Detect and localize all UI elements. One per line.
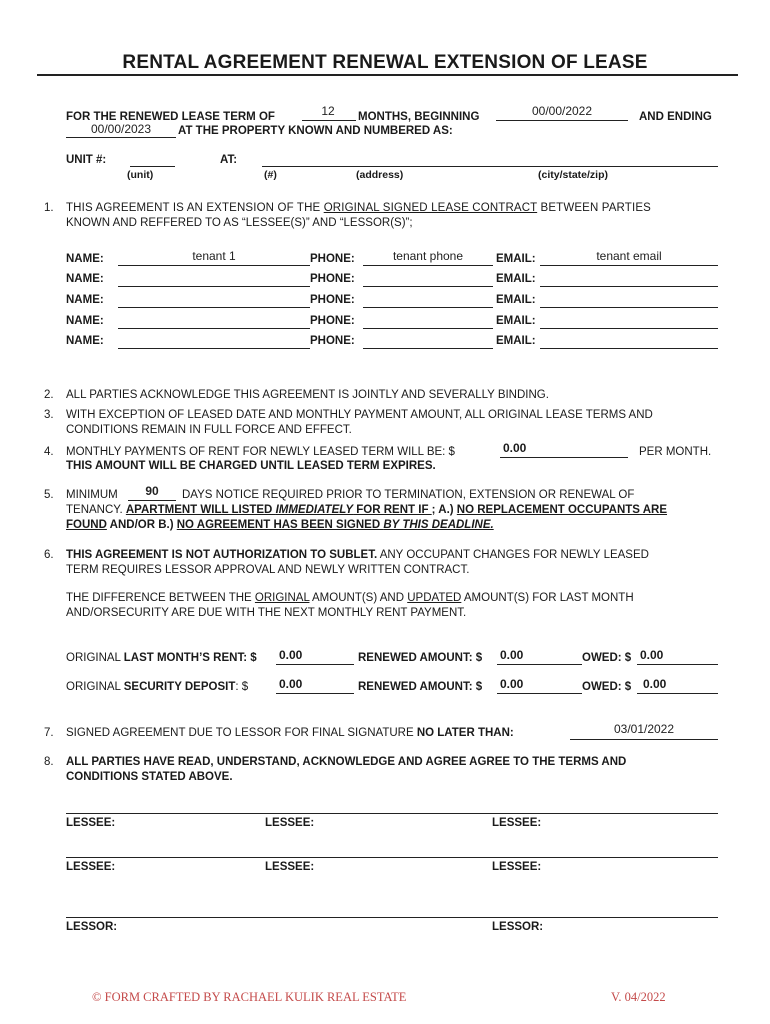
last-month-renewed-line bbox=[497, 664, 582, 665]
monthly-rent-line bbox=[500, 457, 628, 458]
party-email[interactable]: tenant email bbox=[596, 249, 662, 263]
lessee-signature-label: LESSEE: bbox=[66, 861, 116, 873]
item7-text: SIGNED AGREEMENT DUE TO LESSOR FOR FINAL SIGNATURE NO LATER THAN: bbox=[66, 727, 514, 739]
email-line bbox=[540, 328, 718, 329]
notice-days-line bbox=[128, 500, 176, 501]
footer-version: V. 04/2022 bbox=[611, 990, 666, 1004]
difference-line1: THE DIFFERENCE BETWEEN THE ORIGINAL AMOUNT(S) AND UPDATED AMOUNT(S) FOR LAST MONTH bbox=[66, 592, 634, 604]
name-label: NAME: bbox=[66, 294, 104, 306]
caption-address: (address) bbox=[356, 169, 404, 181]
name-label: NAME: bbox=[66, 335, 104, 347]
months-line bbox=[302, 120, 356, 121]
signature-line-lessors[interactable] bbox=[66, 917, 718, 918]
party-name[interactable]: tenant 1 bbox=[192, 249, 236, 263]
difference-line2: AND/ORSECURITY ARE DUE WITH THE NEXT MONTHLY RENT PAYMENT. bbox=[66, 607, 467, 619]
item7-number: 7. bbox=[44, 727, 54, 739]
phone-line bbox=[363, 286, 493, 287]
begin-date-line bbox=[496, 120, 628, 121]
lessee-signature-label: LESSEE: bbox=[492, 817, 542, 829]
item6-line2: TERM REQUIRES LESSOR APPROVAL AND NEWLY WRITTEN CONTRACT. bbox=[66, 564, 470, 576]
property-label: AT THE PROPERTY KNOWN AND NUMBERED AS: bbox=[178, 125, 453, 137]
name-line bbox=[118, 348, 310, 349]
name-line bbox=[118, 328, 310, 329]
and-ending-label: AND ENDING bbox=[639, 111, 712, 123]
caption-unit: (unit) bbox=[127, 169, 154, 181]
item3-line1: WITH EXCEPTION OF LEASED DATE AND MONTHLY PAYMENT AMOUNT, ALL ORIGINAL LEASE TERMS AND bbox=[66, 409, 653, 421]
phone-label: PHONE: bbox=[310, 253, 355, 265]
title-rule bbox=[37, 74, 738, 76]
signature-line-lessees-2[interactable] bbox=[66, 857, 718, 858]
security-deposit-label: ORIGINAL SECURITY DEPOSIT: $ bbox=[66, 681, 249, 693]
item3-number: 3. bbox=[44, 409, 54, 421]
item1-line1: THIS AGREEMENT IS AN EXTENSION OF THE ORIGINAL SIGNED LEASE CONTRACT BETWEEN PARTIES bbox=[66, 202, 651, 214]
address-line[interactable] bbox=[262, 166, 718, 167]
phone-line bbox=[363, 328, 493, 329]
page-title: RENTAL AGREEMENT RENEWAL EXTENSION OF LEASE bbox=[122, 52, 648, 73]
item4-line2: THIS AMOUNT WILL BE CHARGED UNTIL LEASED TERM EXPIRES. bbox=[66, 460, 436, 472]
security-original-line bbox=[276, 693, 354, 694]
item2-number: 2. bbox=[44, 389, 54, 401]
deadline-date-field[interactable]: 03/01/2022 bbox=[613, 722, 675, 736]
security-owed-label: OWED: $ bbox=[582, 681, 632, 693]
lessee-signature-label: LESSEE: bbox=[66, 817, 116, 829]
phone-label: PHONE: bbox=[310, 315, 355, 327]
name-label: NAME: bbox=[66, 315, 104, 327]
email-line bbox=[540, 265, 718, 266]
minimum-label: MINIMUM bbox=[66, 489, 118, 501]
item8-line2: CONDITIONS STATED ABOVE. bbox=[66, 771, 233, 783]
lessor-signature-label: LESSOR: bbox=[492, 921, 544, 933]
item3-line2: CONDITIONS REMAIN IN FULL FORCE AND EFFECT. bbox=[66, 424, 352, 436]
last-owed-label: OWED: $ bbox=[582, 652, 632, 664]
phone-line bbox=[363, 348, 493, 349]
last-renewed-label: RENEWED AMOUNT: $ bbox=[358, 652, 483, 664]
months-field[interactable]: 12 bbox=[321, 104, 335, 118]
email-line bbox=[540, 286, 718, 287]
item4-number: 4. bbox=[44, 446, 54, 458]
last-month-owed-line bbox=[637, 664, 718, 665]
item2-text: ALL PARTIES ACKNOWLEDGE THIS AGREEMENT IS JOINTLY AND SEVERALLY BINDING. bbox=[66, 389, 549, 401]
item5-line3: FOUND AND/OR B.) NO AGREEMENT HAS BEEN SIGNED BY THIS DEADLINE. bbox=[66, 519, 494, 531]
email-line bbox=[540, 348, 718, 349]
last-month-original[interactable]: 0.00 bbox=[279, 648, 303, 662]
item8-number: 8. bbox=[44, 756, 54, 768]
security-owed-line bbox=[637, 693, 718, 694]
notice-days-field[interactable]: 90 bbox=[145, 484, 159, 498]
item4-line1: MONTHLY PAYMENTS OF RENT FOR NEWLY LEASED TERM WILL BE: $ bbox=[66, 446, 455, 458]
monthly-rent-amount[interactable]: 0.00 bbox=[503, 441, 527, 455]
last-month-label: ORIGINAL LAST MONTH’S RENT: $ bbox=[66, 652, 257, 664]
security-renewed-label: RENEWED AMOUNT: $ bbox=[358, 681, 483, 693]
footer-credit: © FORM CRAFTED BY RACHAEL KULIK REAL ESTATE bbox=[92, 990, 407, 1004]
item1-number: 1. bbox=[44, 202, 54, 214]
at-label: AT: bbox=[220, 154, 238, 166]
per-month-label: PER MONTH. bbox=[639, 446, 712, 458]
end-date-line bbox=[66, 137, 176, 138]
lessee-signature-label: LESSEE: bbox=[265, 817, 315, 829]
last-month-original-line bbox=[276, 664, 354, 665]
phone-label: PHONE: bbox=[310, 294, 355, 306]
phone-label: PHONE: bbox=[310, 335, 355, 347]
signature-line-lessees-1[interactable] bbox=[66, 813, 718, 814]
months-label: MONTHS, BEGINNING bbox=[358, 111, 480, 123]
phone-line bbox=[363, 307, 493, 308]
party-phone[interactable]: tenant phone bbox=[392, 249, 464, 263]
name-label: NAME: bbox=[66, 273, 104, 285]
caption-city: (city/state/zip) bbox=[538, 169, 609, 181]
name-label: NAME: bbox=[66, 253, 104, 265]
item6-number: 6. bbox=[44, 549, 54, 561]
email-label: EMAIL: bbox=[496, 253, 536, 265]
security-original[interactable]: 0.00 bbox=[279, 677, 303, 691]
email-line bbox=[540, 307, 718, 308]
deadline-date-line bbox=[570, 739, 718, 740]
security-renewed-line bbox=[497, 693, 582, 694]
lessor-signature-label: LESSOR: bbox=[66, 921, 118, 933]
item6-line1: THIS AGREEMENT IS NOT AUTHORIZATION TO SUBLET. ANY OCCUPANT CHANGES FOR NEWLY LEASED bbox=[66, 549, 649, 561]
email-label: EMAIL: bbox=[496, 315, 536, 327]
name-line bbox=[118, 286, 310, 287]
security-renewed[interactable]: 0.00 bbox=[500, 677, 524, 691]
email-label: EMAIL: bbox=[496, 294, 536, 306]
item5-line2: TENANCY. APARTMENT WILL LISTED IMMEDIATELY FOR RENT IF ; A.) NO REPLACEMENT OCCUPANTS ARE bbox=[66, 504, 668, 516]
last-month-renewed[interactable]: 0.00 bbox=[500, 648, 524, 662]
email-label: EMAIL: bbox=[496, 273, 536, 285]
item1-line2: KNOWN AND REFFERED TO AS “LESSEE(S)” AND “LESSOR(S)”; bbox=[66, 217, 413, 229]
last-month-owed[interactable]: 0.00 bbox=[640, 648, 664, 662]
unit-line[interactable] bbox=[130, 166, 175, 167]
unit-label: UNIT #: bbox=[66, 154, 107, 166]
item5-line1-rest: DAYS NOTICE REQUIRED PRIOR TO TERMINATION, EXTENSION OR RENEWAL OF bbox=[182, 489, 635, 501]
lessee-signature-label: LESSEE: bbox=[492, 861, 542, 873]
phone-line bbox=[363, 265, 493, 266]
security-owed[interactable]: 0.00 bbox=[643, 677, 667, 691]
phone-label: PHONE: bbox=[310, 273, 355, 285]
term-prefix: FOR THE RENEWED LEASE TERM OF bbox=[66, 111, 275, 123]
name-line bbox=[118, 307, 310, 308]
item8-line1: ALL PARTIES HAVE READ, UNDERSTAND, ACKNOWLEDGE AND AGREE AGREE TO THE TERMS AND bbox=[66, 756, 627, 768]
email-label: EMAIL: bbox=[496, 335, 536, 347]
name-line bbox=[118, 265, 310, 266]
lessee-signature-label: LESSEE: bbox=[265, 861, 315, 873]
begin-date-field[interactable]: 00/00/2022 bbox=[531, 104, 593, 118]
caption-num: (#) bbox=[264, 169, 277, 181]
item5-number: 5. bbox=[44, 489, 54, 501]
end-date-field[interactable]: 00/00/2023 bbox=[90, 122, 152, 136]
